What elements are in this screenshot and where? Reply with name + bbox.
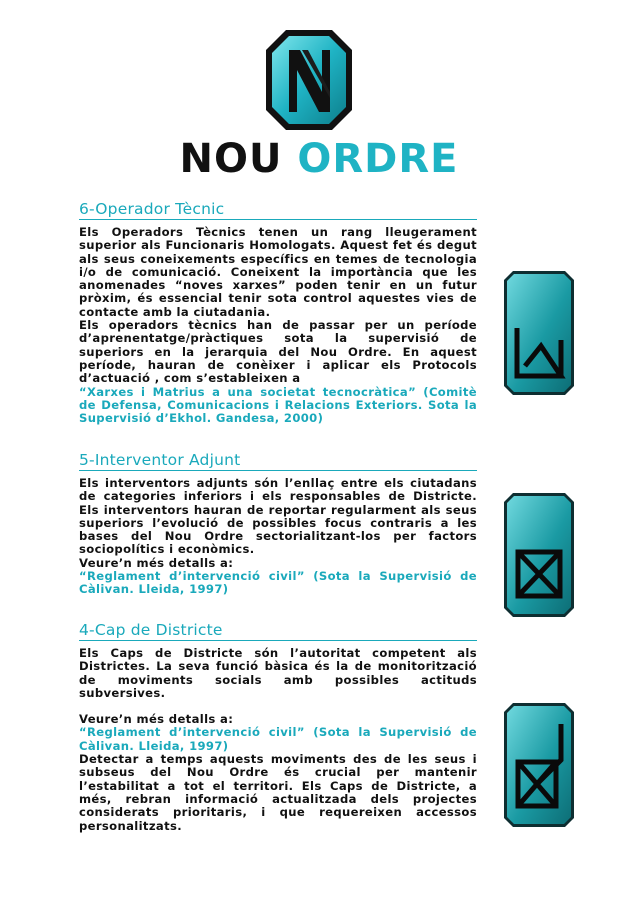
brand-word-nou: NOU (179, 136, 283, 182)
paragraph: Els interventors adjunts són l’enllaç entre els ciutadans de categories inferiors i els responsables de Districte. Els interventors hauran de reportar regularment als seus superiors l’evolució de possibles focus contraris a les bases del Nou Ordre sectorialitzant-los per factors sociopolítics i econòmics. (79, 476, 477, 557)
see-more-label: Veure’n més detalls a: (79, 712, 234, 727)
paragraph: Detectar a temps aquests moviments des de les seus i subseus del Nou Ordre és crucial per mantenir l’estabilitat a tot el territori. Els Caps de Districte, a més, rebran informació actualitzada dels projectes considerats prioritaris, i que requereixen accessos personalitzats. (79, 752, 477, 833)
reference: “Reglament d’intervenció civil” (Sota la Supervisió de Càlivan. Lleida, 1997) (79, 725, 477, 753)
section-body (79, 647, 477, 833)
section-heading: 4-Cap de Districte (79, 621, 477, 641)
see-more-label: Veure’n més detalls a: (79, 555, 234, 570)
section-interventor-adjunt (79, 451, 477, 597)
paragraph: Els Operadors Tècnics tenen un rang lleugerament superior als Funcionaris Homologats. Aquest fet és degut als seus coneixements específics en temes de tecnologia i/o de comunicació. Coneixent la importància que les anomenades “noves xarxes” poden tenir en un futur pròxim, és essencial tenir sota control aquestes vies de contacte amb la ciutadania. (79, 225, 477, 319)
section-heading: 6-Operador Tècnic (79, 200, 477, 220)
brand-word-ordre: ORDRE (297, 136, 459, 182)
section-heading: 5-Interventor Adjunt (79, 451, 477, 471)
paragraph: Els Caps de Districte són l’autoritat competent als Districtes. La seva funció bàsica és la de monitorització de moviments socials amb possibles actituds subversives. (79, 646, 477, 700)
brand-title (0, 136, 638, 182)
reference: “Xarxes i Matrius a una societat tecnocràtica” (Comitè de Defensa, Comunicacions i Relacions Exteriors. Sota la Supervisió d’Ekhol. Gandesa, 2000) (79, 384, 477, 426)
rank-6-glyph-icon (503, 270, 575, 396)
rank-4-glyph-icon (503, 702, 575, 828)
reference: “Reglament d’intervenció civil” (Sota la Supervisió de Càlivan. Lleida, 1997) (79, 569, 477, 597)
section-operador-tecnic (79, 200, 477, 425)
section-body (79, 477, 477, 597)
rank-5-glyph-icon (503, 492, 575, 618)
nou-ordre-logo-icon (264, 28, 354, 132)
paragraph: Els operadors tècnics han de passar per un període d’aprenentatge/pràctiques sota la supervisió de superiors en la jerarquia del Nou Ordre. En aquest període, hauran de conèixer i aplicar els Protocols d’actuació , com s’estableixen a (79, 318, 477, 386)
section-body (79, 226, 477, 425)
section-cap-de-districte (79, 621, 477, 833)
